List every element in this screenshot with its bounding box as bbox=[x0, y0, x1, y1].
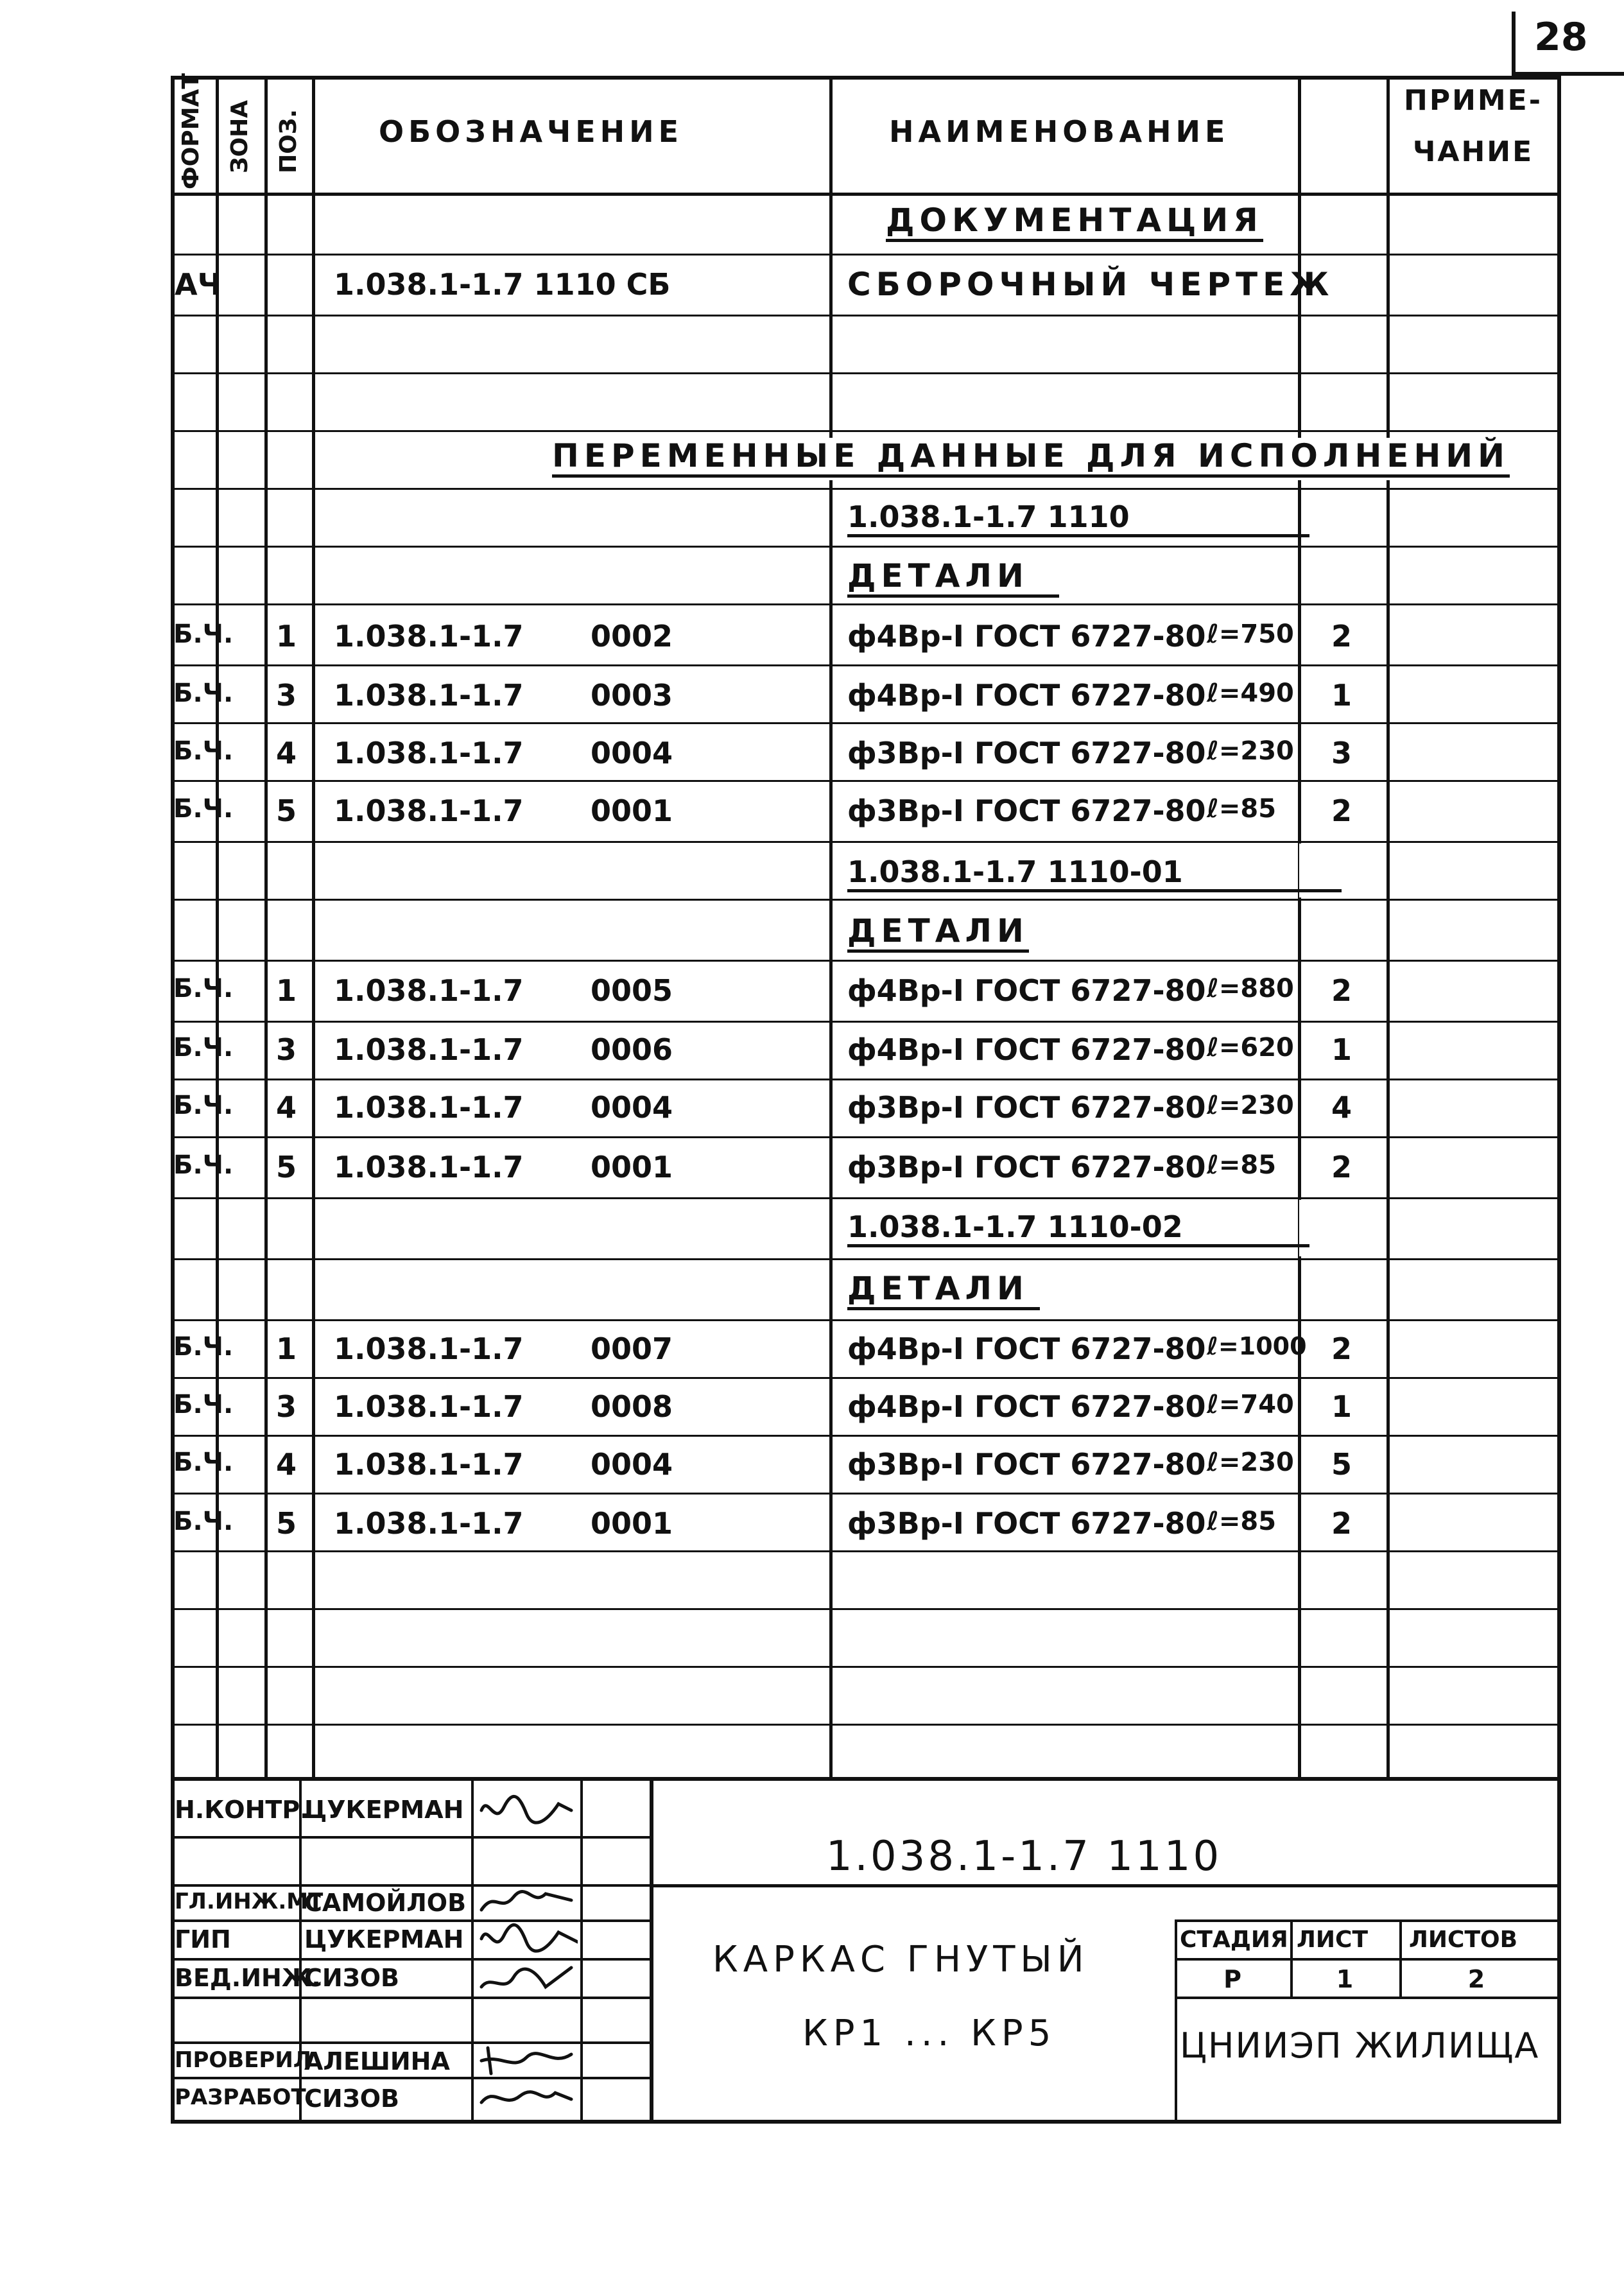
row-name: ф4Вр-I ГОСТ 6727-80 bbox=[847, 1389, 1206, 1424]
row-length: ℓ=230 bbox=[1207, 1448, 1294, 1477]
sheets-value: 2 bbox=[1467, 1965, 1485, 1993]
title-block-line bbox=[1175, 1997, 1560, 1999]
row-line bbox=[171, 1021, 1560, 1023]
header-pos: ПОЗ. bbox=[275, 109, 302, 173]
parts-heading: ДЕТАЛИ bbox=[847, 915, 1029, 953]
row-line bbox=[171, 1724, 1560, 1726]
row-format: Б.Ч. bbox=[173, 794, 234, 824]
signer-name: СИЗОВ bbox=[304, 1964, 399, 1992]
row-length: ℓ=740 bbox=[1207, 1390, 1294, 1419]
title-block-line bbox=[471, 1780, 474, 2121]
row-line bbox=[171, 1608, 1560, 1610]
signature-image bbox=[475, 1919, 578, 1958]
row-name: ф3Вр-I ГОСТ 6727-80 bbox=[847, 1150, 1206, 1184]
page-number-bracket bbox=[1512, 12, 1516, 76]
documentation-designation: 1.038.1-1.7 1110 СБ bbox=[334, 267, 671, 302]
row-format: Б.Ч. bbox=[173, 1332, 234, 1362]
column-line bbox=[312, 76, 315, 1777]
frame-line bbox=[171, 76, 1560, 80]
row-qty: 3 bbox=[1331, 736, 1352, 770]
variable-data-heading: ПЕРЕМЕННЫЕ ДАННЫЕ ДЛЯ ИСПОЛНЕНИЙ bbox=[552, 440, 1510, 478]
sheet-value: 1 bbox=[1336, 1965, 1354, 1993]
row-pos: 3 bbox=[276, 678, 297, 713]
documentation-name: СБОРОЧНЫЙ ЧЕРТЕЖ bbox=[847, 266, 1335, 303]
signature-image bbox=[475, 1791, 578, 1830]
row-line bbox=[171, 254, 1560, 256]
row-pos: 3 bbox=[276, 1032, 297, 1067]
row-name: ф4Вр-I ГОСТ 6727-80 bbox=[847, 1331, 1206, 1366]
organization: ЦНИИЭП ЖИЛИЩА bbox=[1180, 2025, 1540, 2066]
row-line bbox=[171, 1435, 1560, 1437]
row-code: 1.038.1-1.7 bbox=[334, 1389, 524, 1424]
row-length: ℓ=85 bbox=[1207, 794, 1277, 824]
row-code: 1.038.1-1.7 bbox=[334, 1150, 524, 1184]
row-line bbox=[171, 899, 1560, 901]
row-name: ф3Вр-I ГОСТ 6727-80 bbox=[847, 736, 1206, 770]
signature-image bbox=[475, 1961, 578, 1997]
parts-heading: ДЕТАЛИ bbox=[847, 560, 1059, 598]
row-code: 1.038.1-1.7 bbox=[334, 619, 524, 654]
row-num: 0005 bbox=[591, 973, 673, 1008]
signer-role: ПРОВЕРИЛ bbox=[175, 2047, 312, 2073]
row-format: Б.Ч. bbox=[173, 1448, 234, 1477]
row-num: 0001 bbox=[591, 1506, 673, 1541]
title-block-bottom-line bbox=[171, 2120, 1561, 2124]
title-block-line bbox=[1399, 1919, 1402, 1999]
row-qty: 2 bbox=[1331, 793, 1352, 828]
row-pos: 5 bbox=[276, 793, 297, 828]
sheets-label: ЛИСТОВ bbox=[1409, 1927, 1518, 1953]
variant-code: 1.038.1-1.7 1110 bbox=[847, 502, 1309, 537]
signer-role: ВЕД.ИНЖ. bbox=[175, 1964, 321, 1992]
title-block-line bbox=[1557, 1777, 1561, 2124]
row-line bbox=[171, 603, 1560, 605]
row-pos: 1 bbox=[276, 619, 297, 654]
row-num: 0002 bbox=[591, 619, 673, 654]
row-qty: 2 bbox=[1331, 1331, 1352, 1366]
row-num: 0007 bbox=[591, 1331, 673, 1366]
column-line bbox=[1298, 76, 1301, 1777]
row-line bbox=[171, 1493, 1560, 1495]
documentation-format: АЧ bbox=[175, 267, 221, 302]
row-pos: 4 bbox=[276, 736, 297, 770]
signature-image bbox=[475, 2041, 578, 2077]
row-qty: 1 bbox=[1331, 1389, 1352, 1424]
row-qty: 4 bbox=[1331, 1090, 1352, 1125]
title-block-line bbox=[171, 2041, 652, 2044]
title-block-line bbox=[580, 1780, 583, 2121]
row-num: 0001 bbox=[591, 1150, 673, 1184]
row-line bbox=[171, 546, 1560, 548]
row-format: Б.Ч. bbox=[173, 619, 234, 649]
signer-name: АЛЕШИНА bbox=[304, 2047, 450, 2075]
header-designation: ОБОЗНАЧЕНИЕ bbox=[379, 114, 684, 149]
row-length: ℓ=1000 bbox=[1207, 1332, 1307, 1360]
header-name: НАИМЕНОВАНИЕ bbox=[889, 114, 1230, 149]
row-length: ℓ=230 bbox=[1207, 736, 1294, 766]
title-block-line bbox=[171, 1884, 652, 1887]
row-format: Б.Ч. bbox=[173, 736, 234, 766]
row-code: 1.038.1-1.7 bbox=[334, 973, 524, 1008]
title-block-line bbox=[1175, 1919, 1177, 2122]
header-line bbox=[171, 193, 1560, 196]
row-num: 0001 bbox=[591, 793, 673, 828]
row-line bbox=[171, 1377, 1560, 1379]
row-qty: 1 bbox=[1331, 678, 1352, 713]
row-line bbox=[171, 1136, 1560, 1138]
row-name: ф3Вр-I ГОСТ 6727-80 bbox=[847, 1447, 1206, 1482]
row-qty: 2 bbox=[1331, 973, 1352, 1008]
row-format: Б.Ч. bbox=[173, 1507, 234, 1536]
row-pos: 4 bbox=[276, 1090, 297, 1125]
row-line bbox=[171, 1550, 1560, 1552]
row-format: Б.Ч. bbox=[173, 974, 234, 1003]
row-qty: 1 bbox=[1331, 1032, 1352, 1067]
row-name: ф4Вр-I ГОСТ 6727-80 bbox=[847, 1032, 1206, 1067]
variant-code: 1.038.1-1.7 1110-01 bbox=[847, 857, 1342, 892]
signer-role: ГЛ.ИНЖ.МТ bbox=[175, 1889, 324, 1914]
row-length: ℓ=230 bbox=[1207, 1091, 1294, 1120]
row-qty: 2 bbox=[1331, 619, 1352, 654]
row-line bbox=[171, 1666, 1560, 1668]
documentation-heading: ДОКУМЕНТАЦИЯ bbox=[886, 204, 1263, 242]
row-code: 1.038.1-1.7 bbox=[334, 1447, 524, 1482]
title-block-title-line1: КАРКАС ГНУТЫЙ bbox=[713, 1939, 1089, 1980]
row-pos: 4 bbox=[276, 1447, 297, 1482]
signer-name: ЦУКЕРМАН bbox=[304, 1925, 464, 1954]
header-note-line1: ПРИМЕ- bbox=[1404, 84, 1542, 117]
row-name: ф4Вр-I ГОСТ 6727-80 bbox=[847, 678, 1206, 713]
row-line bbox=[171, 1258, 1560, 1260]
title-block-title-line2: КР1 ... КР5 bbox=[802, 2013, 1057, 2054]
row-line bbox=[171, 488, 1560, 490]
row-code: 1.038.1-1.7 bbox=[334, 1331, 524, 1366]
row-format: Б.Ч. bbox=[173, 1390, 234, 1419]
signer-name: СИЗОВ bbox=[304, 2084, 399, 2113]
signer-role: ГИП bbox=[175, 1925, 231, 1954]
row-length: ℓ=880 bbox=[1207, 974, 1294, 1003]
row-format: Б.Ч. bbox=[173, 1150, 234, 1180]
stage-value: Р bbox=[1223, 1965, 1241, 1993]
stage-label: СТАДИЯ bbox=[1180, 1927, 1288, 1953]
row-pos: 5 bbox=[276, 1506, 297, 1541]
title-block-line bbox=[1290, 1919, 1293, 1999]
header-zone: ЗОНА bbox=[227, 100, 253, 173]
row-line bbox=[171, 1319, 1560, 1321]
row-num: 0004 bbox=[591, 736, 673, 770]
row-num: 0008 bbox=[591, 1389, 673, 1424]
row-name: ф4Вр-I ГОСТ 6727-80 bbox=[847, 619, 1206, 654]
row-code: 1.038.1-1.7 bbox=[334, 793, 524, 828]
row-length: ℓ=750 bbox=[1207, 619, 1294, 649]
row-code: 1.038.1-1.7 bbox=[334, 1090, 524, 1125]
page-number: 28 bbox=[1534, 15, 1588, 60]
signer-name: САМОЙЛОВ bbox=[304, 1889, 467, 1917]
signature-image bbox=[475, 1884, 578, 1919]
row-num: 0006 bbox=[591, 1032, 673, 1067]
row-num: 0004 bbox=[591, 1090, 673, 1125]
title-block-line bbox=[171, 2077, 652, 2079]
signer-role: Н.КОНТР. bbox=[175, 1796, 309, 1824]
row-length: ℓ=490 bbox=[1207, 679, 1294, 708]
row-line bbox=[171, 1079, 1560, 1080]
row-name: ф3Вр-I ГОСТ 6727-80 bbox=[847, 793, 1206, 828]
title-block-line bbox=[171, 1958, 652, 1961]
title-block-line bbox=[171, 1997, 652, 1999]
row-line bbox=[171, 1197, 1560, 1199]
title-block-line bbox=[171, 1836, 652, 1839]
row-qty: 2 bbox=[1331, 1150, 1352, 1184]
row-length: ℓ=85 bbox=[1207, 1507, 1277, 1536]
row-format: Б.Ч. bbox=[173, 1033, 234, 1062]
signer-role: РАЗРАБОТ. bbox=[175, 2084, 315, 2110]
row-pos: 1 bbox=[276, 973, 297, 1008]
row-pos: 5 bbox=[276, 1150, 297, 1184]
row-line bbox=[171, 960, 1560, 962]
row-line bbox=[171, 372, 1560, 374]
title-block-line bbox=[652, 1884, 1560, 1887]
signer-name: ЦУКЕРМАН bbox=[304, 1796, 464, 1824]
row-pos: 3 bbox=[276, 1389, 297, 1424]
row-name: ф3Вр-I ГОСТ 6727-80 bbox=[847, 1090, 1206, 1125]
row-pos: 1 bbox=[276, 1331, 297, 1366]
title-block-line bbox=[1175, 1958, 1560, 1961]
row-num: 0004 bbox=[591, 1447, 673, 1482]
variant-code: 1.038.1-1.7 1110-02 bbox=[847, 1212, 1309, 1247]
signature-image bbox=[475, 2080, 578, 2115]
row-line bbox=[171, 722, 1560, 724]
title-block-line bbox=[171, 1919, 652, 1922]
row-length: ℓ=620 bbox=[1207, 1033, 1294, 1062]
row-code: 1.038.1-1.7 bbox=[334, 678, 524, 713]
row-qty: 2 bbox=[1331, 1506, 1352, 1541]
row-code: 1.038.1-1.7 bbox=[334, 1506, 524, 1541]
column-line bbox=[829, 76, 833, 1777]
row-line bbox=[171, 664, 1560, 666]
sheet-label: ЛИСТ bbox=[1297, 1927, 1369, 1953]
row-line bbox=[171, 315, 1560, 316]
row-num: 0003 bbox=[591, 678, 673, 713]
header-format: ФОРМАТ bbox=[178, 73, 204, 189]
row-line bbox=[171, 430, 1560, 432]
row-length: ℓ=85 bbox=[1207, 1150, 1277, 1180]
row-line bbox=[171, 780, 1560, 782]
row-format: Б.Ч. bbox=[173, 1091, 234, 1120]
title-block-line bbox=[1175, 1919, 1560, 1922]
title-block-top-line bbox=[171, 1777, 1560, 1781]
row-format: Б.Ч. bbox=[173, 679, 234, 708]
title-block-doc-code: 1.038.1-1.7 1110 bbox=[825, 1833, 1222, 1880]
header-note-line2: ЧАНИЕ bbox=[1412, 135, 1534, 168]
row-code: 1.038.1-1.7 bbox=[334, 1032, 524, 1067]
row-qty: 5 bbox=[1331, 1447, 1352, 1482]
row-code: 1.038.1-1.7 bbox=[334, 736, 524, 770]
parts-heading: ДЕТАЛИ bbox=[847, 1272, 1040, 1310]
row-line bbox=[171, 841, 1560, 843]
column-line bbox=[1386, 76, 1390, 1777]
column-line bbox=[264, 76, 268, 1777]
row-name: ф4Вр-I ГОСТ 6727-80 bbox=[847, 973, 1206, 1008]
title-block-line bbox=[650, 1780, 653, 2121]
row-name: ф3Вр-I ГОСТ 6727-80 bbox=[847, 1506, 1206, 1541]
